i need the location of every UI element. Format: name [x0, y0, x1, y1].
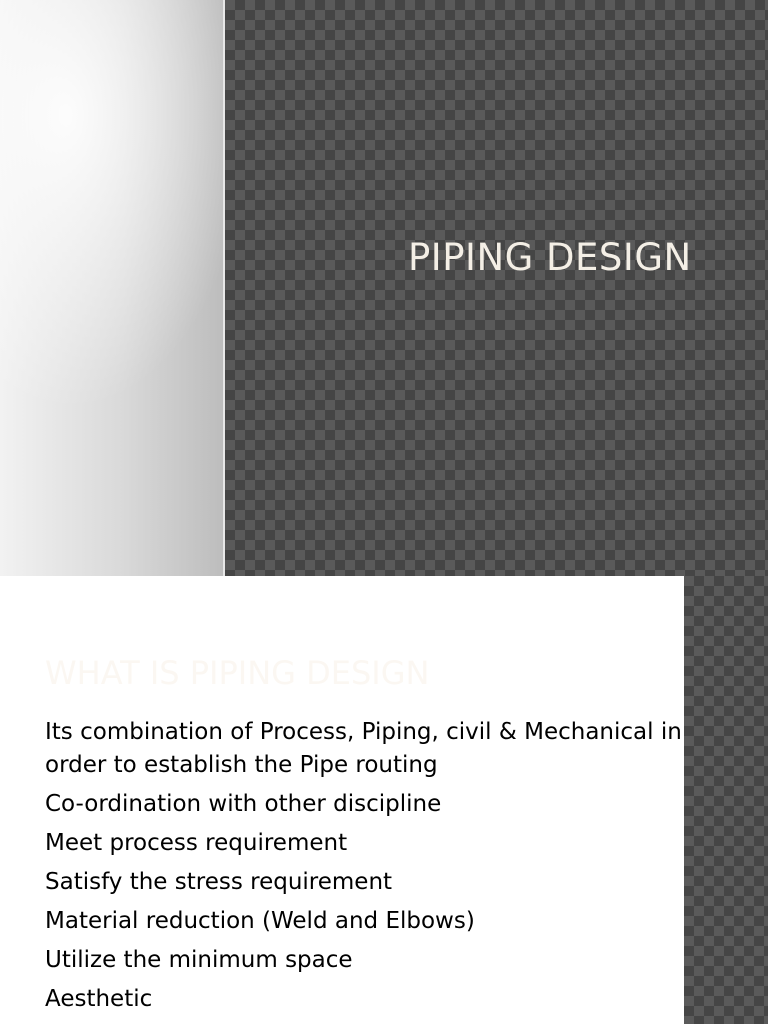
slide-title: PIPING DESIGN	[408, 236, 692, 279]
gradient-panel	[0, 0, 223, 576]
bullet-item: Material reduction (Weld and Elbows)	[45, 908, 475, 934]
slide-heading: WHAT IS PIPING DESIGN	[45, 654, 430, 692]
bullet-item: Meet process requirement	[45, 830, 348, 856]
bullet-item: Utilize the minimum space	[45, 947, 353, 973]
diamond-pattern-background	[225, 0, 768, 576]
bullet-item: Aesthetic	[45, 986, 153, 1012]
bullet-item: Satisfy the stress requirement	[45, 869, 393, 895]
content-slide	[0, 576, 768, 1024]
bullet-item: Its combination of Process, Piping, civil & Mechanical in order to establish the Pipe routing	[45, 719, 682, 778]
bullet-list	[45, 716, 725, 1021]
bullet-item: Co-ordination with other discipline	[45, 791, 442, 817]
